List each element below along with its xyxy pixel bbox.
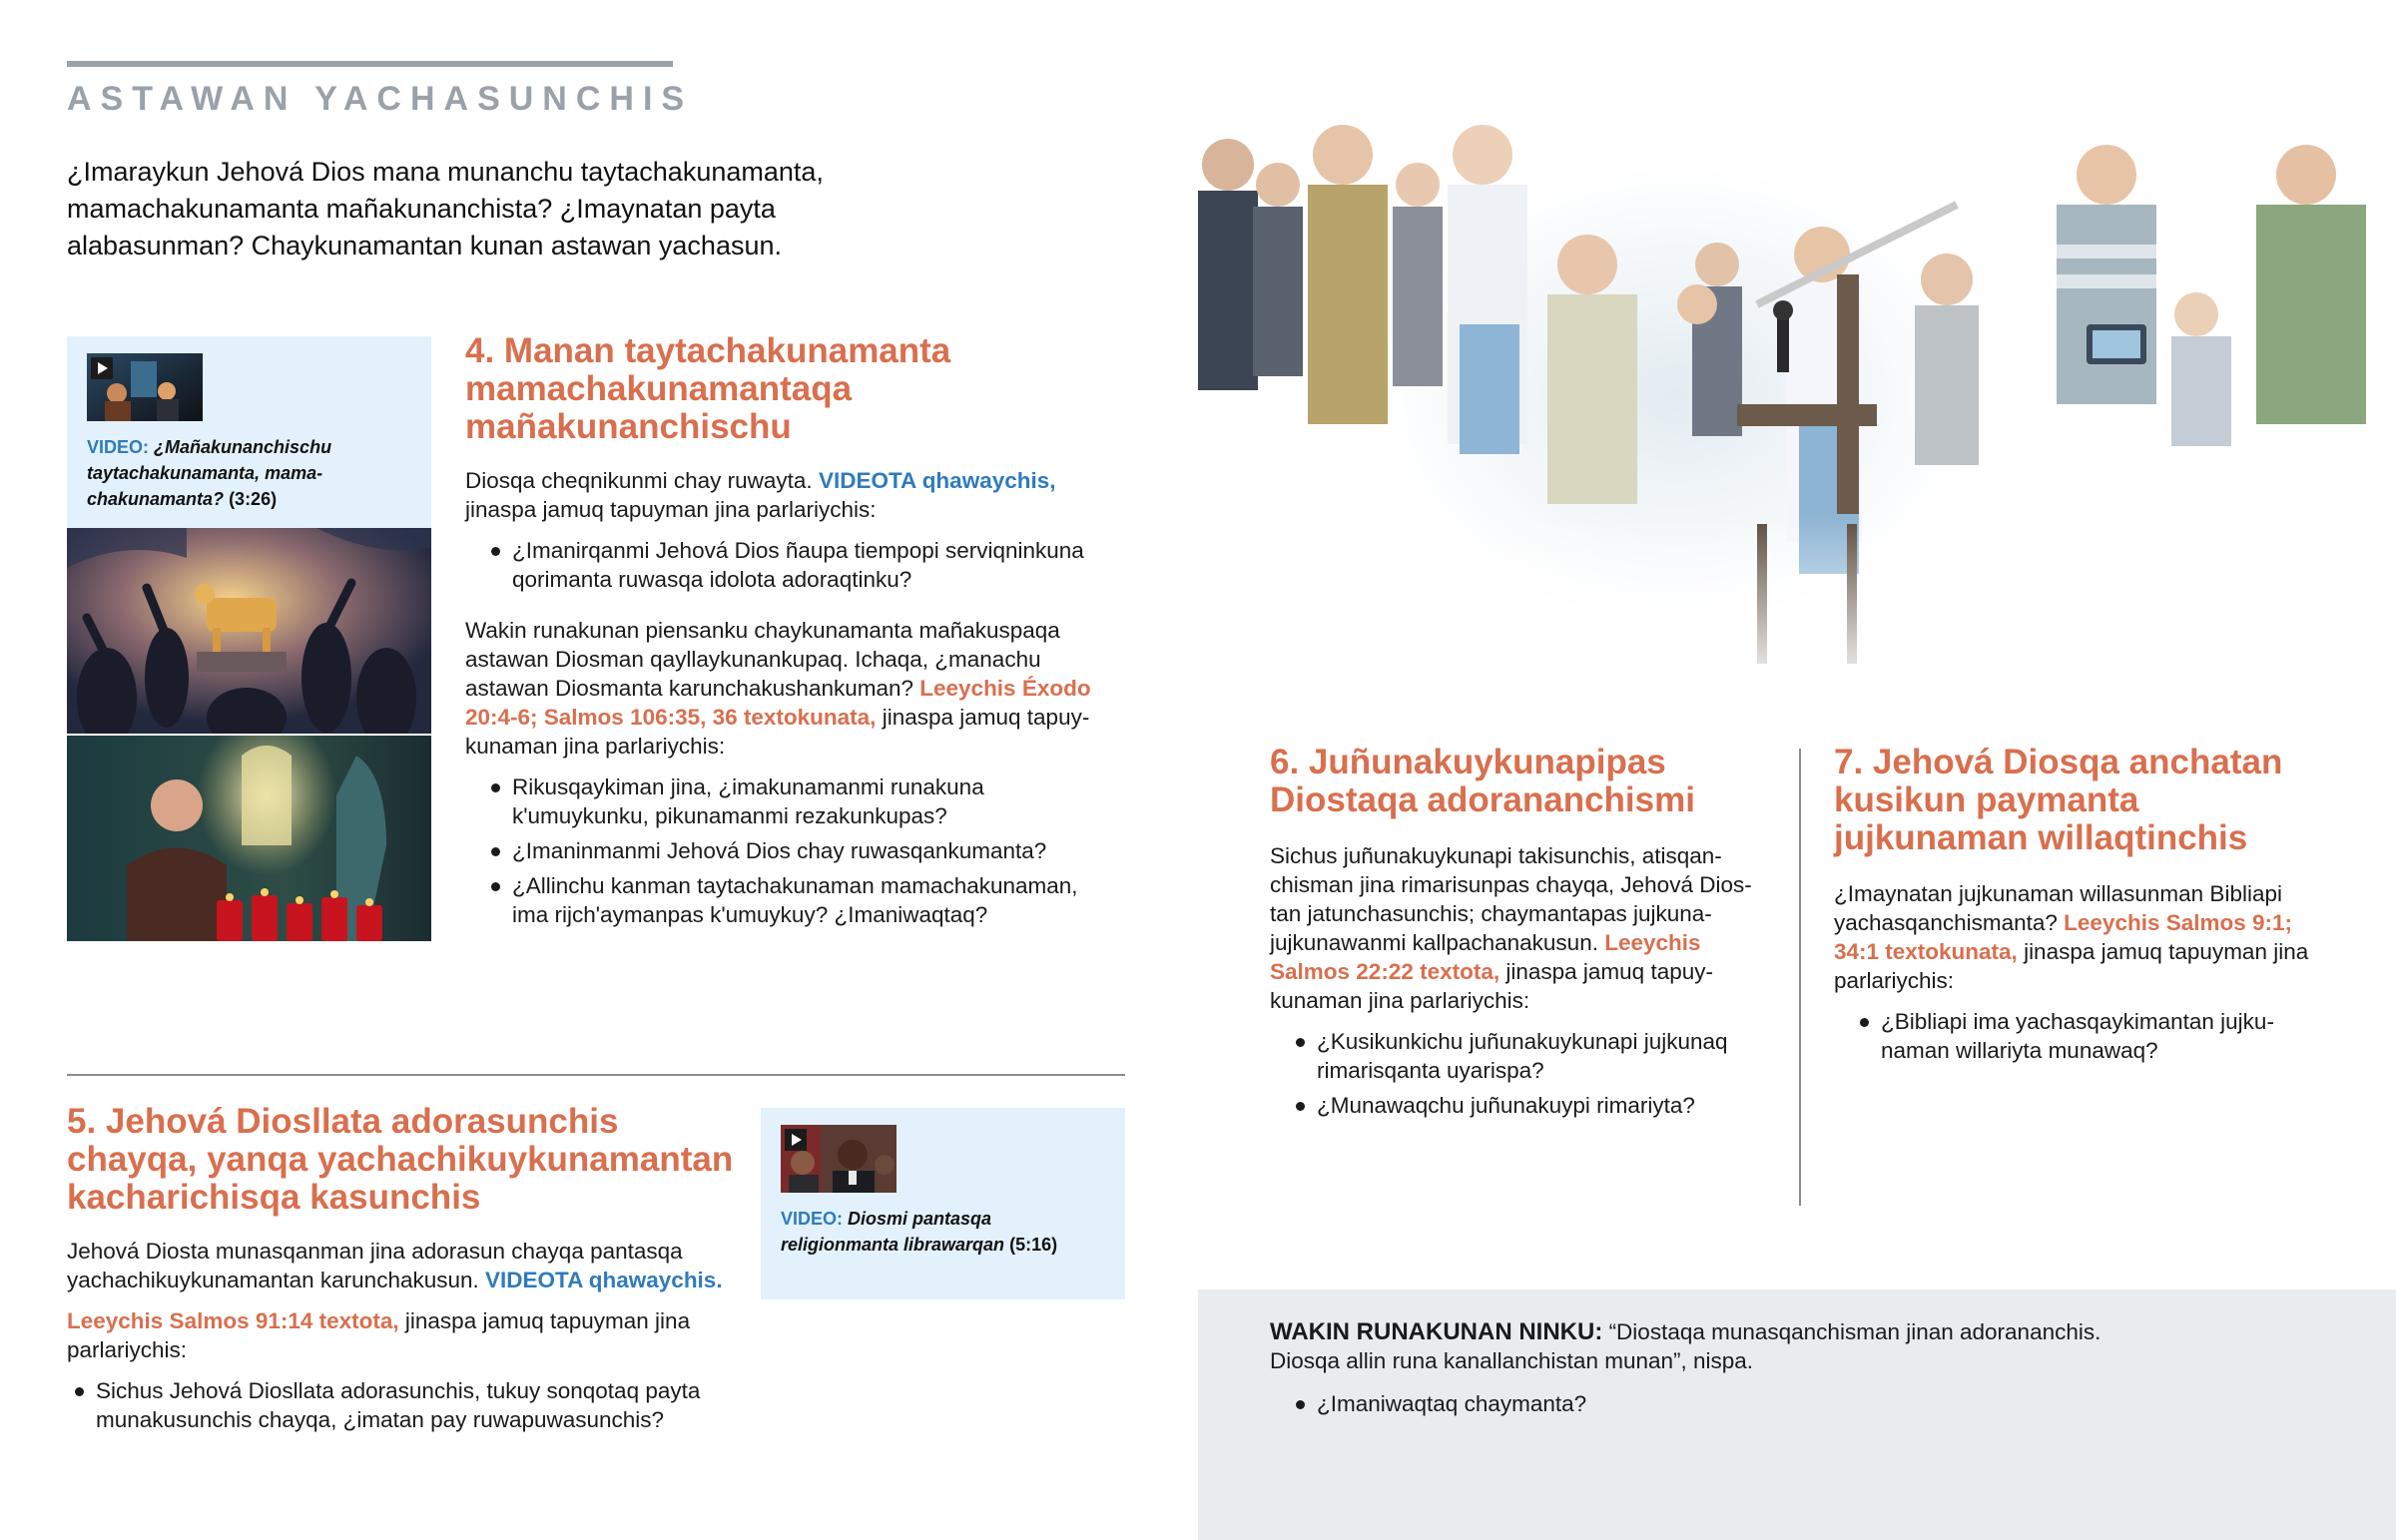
video-caption-2[interactable] [781, 1206, 1080, 1258]
section-divider [67, 1074, 1125, 1076]
illustration-man-praying-candles [67, 736, 431, 941]
scripture-reference[interactable]: Leeychis Salmos 22:22 textota, [1270, 930, 1701, 984]
section-5-title: 5. Jehová Diosllata adorasunchis chayqa, yanqa yachachikuykunamantan kacharichisqa kasunchis [67, 1102, 734, 1217]
scripture-reference[interactable]: Leeychis Salmos 9:1; 34:1 textokunata, [1834, 910, 2293, 964]
section-6 [1270, 744, 1769, 1126]
section-4-title: 4. Manan taytachakunamanta mamachakunamantaqa mañakunanchischu [465, 331, 951, 446]
scripture-reference[interactable]: Leeychis Salmos 91:14 textota, [67, 1308, 399, 1333]
section-5 [67, 1103, 736, 1440]
section-7-title: 7. Jehová Diosqa anchatan kusikun paymanta jujkunaman willaqtinchis [1834, 743, 2283, 857]
video-title: ¿Mañakunanchischu taytachakunamanta, mamachakunamanta? [87, 437, 332, 509]
objection-text [1270, 1317, 2168, 1375]
video-duration: (3:26) [229, 489, 278, 509]
video-label: VIDEO: [781, 1209, 844, 1229]
video-thumbnail-1[interactable] [87, 353, 203, 421]
paragraph-text: jinaspa jamuq tapuykunaman jina parlariychis: [465, 705, 1090, 759]
section-7-paragraph-1 [1834, 879, 2333, 995]
header-rule [67, 61, 673, 67]
column-divider [1799, 749, 1801, 1206]
section-6-paragraph-1 [1270, 841, 1769, 1015]
paragraph-text: Sichus juñunakuykunapi takisunchis, atisqanchisman jina rimarisunpas chayqa, Jehová Diostan jatunchasunchis; chaymantapas jujkunajujkunawanmi kallpachanakusun. [1270, 843, 1752, 955]
section-7-questions [1834, 1007, 2333, 1065]
objection-lead: WAKIN RUNAKUNAN NINKU: [1270, 1318, 1603, 1345]
paragraph-text: jinaspa jamuq tapuyman jina parlariychis: [1834, 939, 2309, 993]
question-item: ¿Kusikunkichu juñunakuykunapi jujkunaq rimarisqanta uyarispa? [1270, 1027, 1769, 1085]
paragraph-text: Wakin runakunan piensanku chaykunamanta mañakuspaqa astawan Diosman qayllaykunankupaq. Ichaqa, ¿manachu astawan Diosmanta karunchakushankuman? [465, 618, 1060, 701]
intro-paragraph: ¿Imaraykun Jehová Dios mana munanchu taytachakunamanta, mamachakunamanta mañakunanchista? ¿Imaynatan payta alabasunman? Chaykunamantan kunan astawan yachasun. [67, 157, 824, 260]
video-thumbnail-2[interactable] [781, 1125, 897, 1193]
section-4-paragraph-1 [465, 466, 1109, 524]
video-label: VIDEO: [87, 437, 150, 457]
section-kicker: ASTAWAN YACHASUNCHIS [67, 80, 694, 118]
paragraph-text: jinaspa jamuq tapuykunaman jina parlariychis: [1270, 959, 1713, 1013]
paragraph-text: jinaspa jamuq tapuyman jina parlariychis: [465, 497, 877, 522]
section-7 [1834, 744, 2333, 1071]
question-item: ¿Imaniwaqtaq chaymanta? [1270, 1389, 2168, 1418]
paragraph-text: ¿Imaynatan jujkunaman willasunman Bibliapi yachasqanchismanta? [1834, 881, 2282, 935]
question-item: ¿Imanirqanmi Jehová Dios ñaupa tiempopi serviqninkuna qorimanta ruwasqa idolota adoraqtinku? [465, 536, 1109, 594]
question-item: ¿Imaninmanmi Jehová Dios chay ruwasqankumanta? [465, 836, 1109, 865]
video-title: Diosmi pantasqa religionmanta librawarqan [781, 1209, 1005, 1255]
play-icon[interactable] [785, 1129, 807, 1151]
question-item: ¿Bibliapi ima yachasqaykimantan jujkunaman willariyta munawaq? [1834, 1007, 2333, 1065]
objection-panel [1198, 1289, 2396, 1540]
section-4-questions-1 [465, 536, 1109, 594]
video-link[interactable]: VIDEOTA qhawaychis. [485, 1268, 723, 1292]
section-6-title: 6. Juñunakuykunapipas Diostaqa adorananchismi [1270, 743, 1695, 819]
play-icon[interactable] [91, 357, 113, 379]
section-5-questions [49, 1376, 738, 1434]
section-4-paragraph-2 [465, 616, 1109, 761]
section-6-questions [1270, 1027, 1769, 1120]
section-5-paragraph-1 [67, 1237, 736, 1294]
objection-questions [1270, 1389, 2168, 1424]
question-item: Rikusqaykiman jina, ¿imakunamanmi runakuna k'umuykunku, pikunamanmi rezakunkupas? [465, 772, 1109, 830]
illustration-idol-worship [67, 528, 431, 734]
question-item: Sichus Jehová Diosllata adorasunchis, tukuy sonqotaq payta munakusunchis chayqa, ¿imatan pay ruwapuwasunchis? [49, 1376, 738, 1434]
paragraph-text: Jehová Diosta munasqanman jina adorasun chayqa pantasqa yachachikuykunamantan karunchakusun. [67, 1239, 683, 1292]
video-box-1[interactable] [67, 336, 431, 528]
scripture-reference[interactable]: Leeychis Éxodo 20:4-6; Salmos 106:35, 36 textokunata, [465, 676, 1091, 730]
illustration-congregation-meeting [1198, 95, 2396, 694]
video-box-2[interactable] [761, 1108, 1125, 1299]
question-item: ¿Allinchu kanman taytachakunaman mamachakunaman, ima rijch'aymanpas k'umuykuy? ¿Imaniwaqtaq? [465, 871, 1109, 929]
paragraph-text: jinaspa jamuq tapuyman jina parlariychis: [67, 1308, 691, 1362]
video-link[interactable]: VIDEOTA qhawaychis, [818, 468, 1056, 493]
section-4 [465, 332, 1109, 935]
paragraph-text: Diosqa cheqnikunmi chay ruwayta. [465, 468, 819, 493]
section-4-questions-2 [465, 772, 1109, 929]
video-duration: (5:16) [1009, 1235, 1058, 1255]
question-item: ¿Munawaqchu juñunakuypi rimariyta? [1270, 1091, 1769, 1120]
video-caption-1[interactable] [87, 434, 416, 512]
objection-quote: “Diostaqa munasqanchisman jinan adorananchis. Diosqa allin runa kanallanchistan munan”, nispa. [1270, 1319, 2101, 1373]
section-5-paragraph-2 [67, 1306, 736, 1364]
